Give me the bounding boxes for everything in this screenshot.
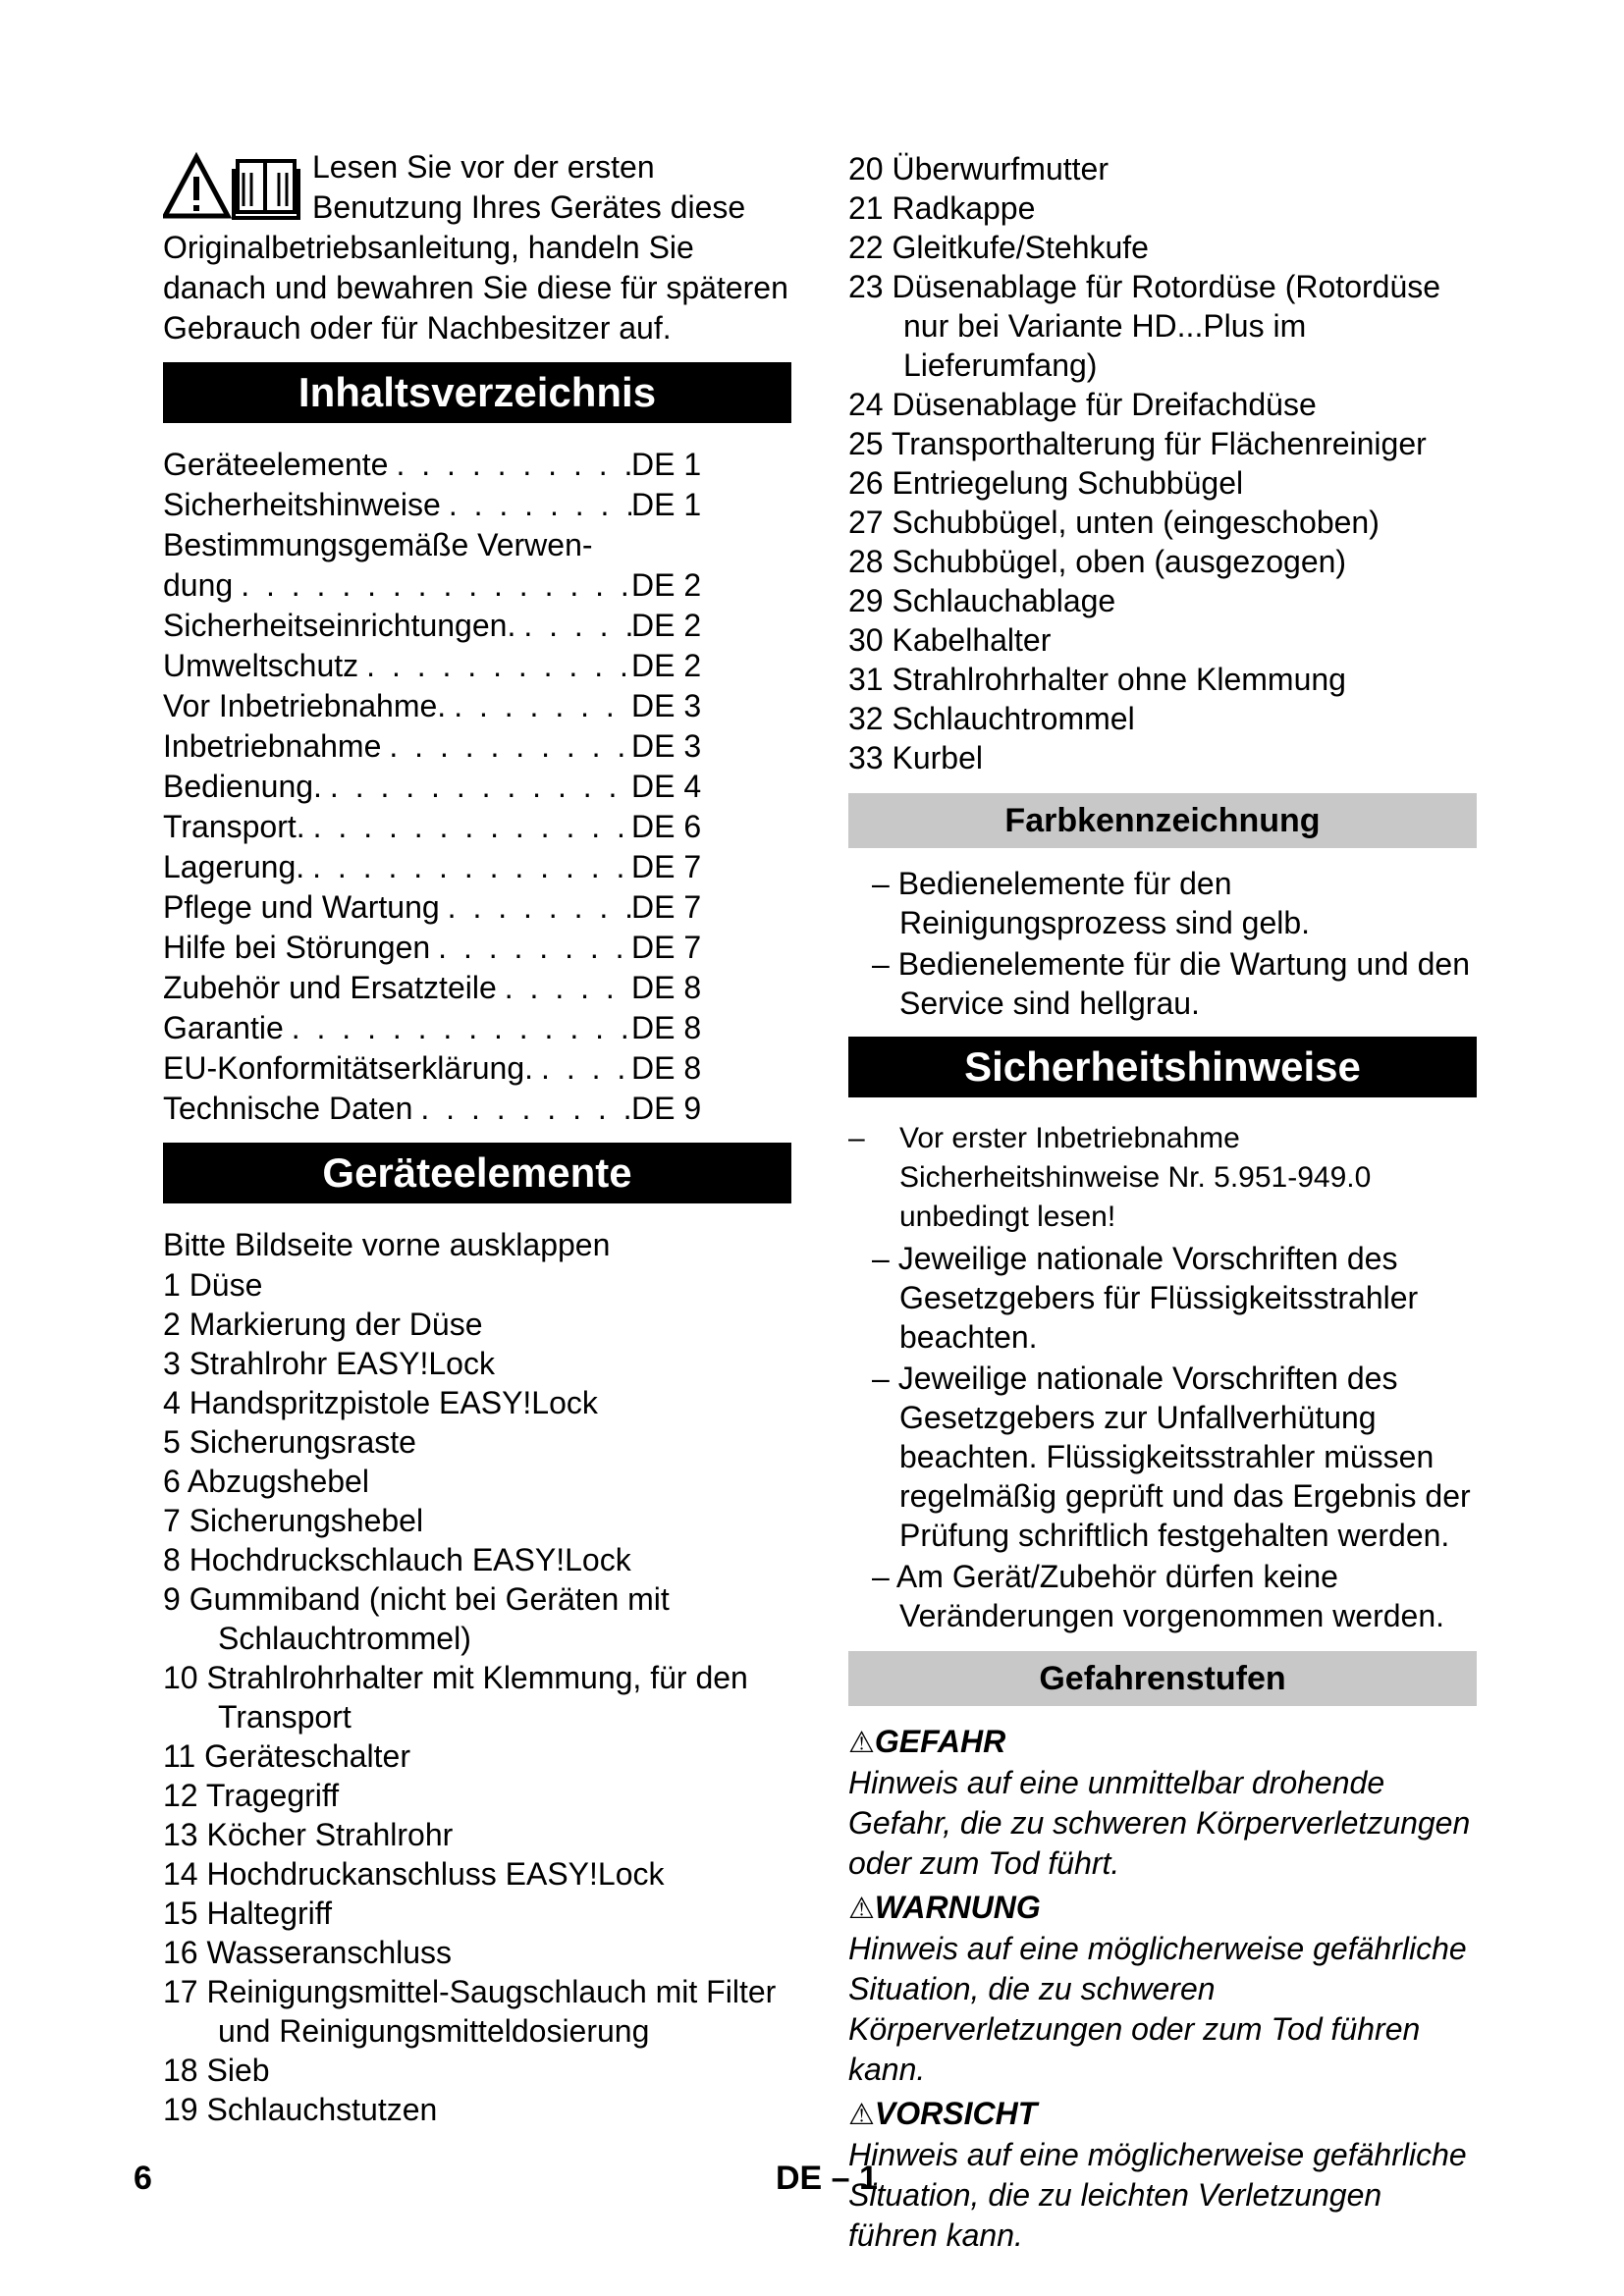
color-coding-list <box>848 864 1477 1023</box>
item-number: 23 <box>848 269 884 304</box>
item-number: 33 <box>848 740 884 775</box>
list-item <box>163 1972 791 2051</box>
toc-entry-page: DE 1 <box>631 447 702 482</box>
toc-entry[interactable] <box>163 646 708 686</box>
hazard-label-warning <box>848 1888 1477 1929</box>
toc-entry-title: Sicherheitshinweise <box>163 487 441 522</box>
item-text: Sieb <box>206 2053 270 2088</box>
item-text: Bedienelemente für die Wartung und den Service sind hellgrau. <box>897 946 1470 1021</box>
list-item <box>848 188 1477 228</box>
item-number: 7 <box>163 1503 181 1538</box>
toc-entry-page: DE 2 <box>631 567 702 603</box>
item-text: Jeweilige nationale Vorschriften des Gesetzgebers für Flüssigkeitsstrahler beachten. <box>897 1241 1419 1355</box>
item-number: 27 <box>848 505 884 540</box>
toc-dot-leader <box>304 847 631 887</box>
item-text: Düsenablage für Dreifachdüse <box>892 387 1317 422</box>
right-column <box>848 149 1477 2256</box>
elements-intro: Bitte Bildseite vorne ausklappen <box>163 1227 611 1262</box>
toc-entry-page: DE 7 <box>631 849 702 884</box>
manual-book-icon <box>234 161 298 218</box>
hazard-label-caution <box>848 2094 1477 2135</box>
list-item <box>163 1933 791 1972</box>
toc-entry-title: EU-Konformitätserklärung. <box>163 1050 534 1086</box>
toc-entry[interactable] <box>163 847 708 887</box>
list-item <box>163 1540 791 1579</box>
toc-dot-leader <box>412 1089 631 1129</box>
hazard-levels <box>848 1722 1477 2256</box>
toc-entry[interactable] <box>163 767 708 807</box>
table-of-contents <box>163 445 791 1129</box>
item-text: Bedienelemente für den Reinigungsprozess sind gelb. <box>897 866 1311 940</box>
warning-triangle-icon: ⚠ <box>848 1893 875 1925</box>
toc-entry-page: DE 8 <box>631 1050 702 1086</box>
toc-entry-page: DE 1 <box>631 487 702 522</box>
item-number: 15 <box>163 1896 198 1931</box>
item-text: Haltegriff <box>206 1896 332 1931</box>
toc-entry[interactable] <box>163 1008 708 1048</box>
item-number: 30 <box>848 622 884 658</box>
toc-dot-leader <box>233 565 631 606</box>
section-page-code: DE – 1 <box>776 2160 878 2197</box>
list-item: – Jeweilige nationale Vorschriften des Gesetzgebers für Flüssigkeitsstrahler beachten. <box>872 1241 1419 1355</box>
list-item <box>163 1854 791 1894</box>
toc-entry-page: DE 6 <box>631 809 702 844</box>
list-item <box>163 1305 791 1344</box>
toc-entry-page: DE 2 <box>631 648 702 683</box>
item-number: 1 <box>163 1267 181 1303</box>
item-number: 28 <box>848 544 884 579</box>
item-text: Gummiband (nicht bei Geräten mit Schlauchtrommel) <box>189 1581 670 1656</box>
toc-entry-page: DE 3 <box>631 728 702 764</box>
toc-entry-title: Zubehör und Ersatzteile <box>163 970 497 1005</box>
item-number: 24 <box>848 387 884 422</box>
item-text: Gleitkufe/Stehkufe <box>892 230 1149 265</box>
toc-entry-title: Umweltschutz <box>163 648 359 683</box>
list-item <box>163 1776 791 1815</box>
intro-note <box>163 147 791 348</box>
item-number: 22 <box>848 230 884 265</box>
toc-dot-leader <box>440 887 631 928</box>
list-item <box>163 1736 791 1776</box>
item-number: 29 <box>848 583 884 618</box>
item-text: Hochdruckanschluss EASY!Lock <box>206 1856 665 1892</box>
item-number: 16 <box>163 1935 198 1970</box>
item-text: Wasseranschluss <box>206 1935 453 1970</box>
toc-entry[interactable] <box>163 445 708 485</box>
hazard-label-text: WARNUNG <box>874 1890 1041 1925</box>
item-number: 32 <box>848 701 884 736</box>
item-text: Vor erster Inbetriebnahme Sicherheitshinweise Nr. 5.951-949.0 unbedingt lesen! <box>899 1122 1372 1233</box>
item-text: Markierung der Düse <box>189 1307 483 1342</box>
item-number: 25 <box>848 426 884 461</box>
hazard-description: Hinweis auf eine unmittelbar drohende Gefahr, die zu schweren Körperverletzungen oder zum Tod führt. <box>848 1765 1471 1881</box>
toc-entry-title: Lagerung. <box>163 849 305 884</box>
toc-dot-leader <box>322 767 631 807</box>
toc-heading: Inhaltsverzeichnis <box>163 362 791 423</box>
list-item: – Bedienelemente für die Wartung und den Service sind hellgrau. <box>872 946 1470 1021</box>
list-item <box>848 503 1477 542</box>
safety-heading: Sicherheitshinweise <box>848 1037 1477 1097</box>
color-coding-heading: Farbkennzeichnung <box>848 793 1477 848</box>
toc-entry-page: DE 3 <box>631 688 702 723</box>
item-text: Kurbel <box>892 740 983 775</box>
item-text: Überwurfmutter <box>892 151 1109 187</box>
toc-entry[interactable] <box>163 807 708 847</box>
toc-entry[interactable] <box>163 686 708 726</box>
toc-entry-page: DE 9 <box>631 1091 702 1126</box>
toc-entry-page: DE 2 <box>631 608 702 643</box>
item-text: Düsenablage für Rotordüse (Rotordüse nur bei Variante HD...Plus im Lieferumfang) <box>892 269 1441 383</box>
toc-entry-page: DE 7 <box>631 889 702 925</box>
toc-dot-leader <box>284 1008 631 1048</box>
item-text: Sicherungsraste <box>189 1424 416 1460</box>
elements-list-left <box>163 1265 791 2129</box>
item-number: 19 <box>163 2092 198 2127</box>
toc-dot-leader <box>446 686 631 726</box>
toc-entry-page: DE 8 <box>631 970 702 1005</box>
hazard-description: Hinweis auf eine möglicherweise gefährliche Situation, die zu schweren Körperverletzungen oder zum Tod führen kann. <box>848 1931 1467 2087</box>
item-number: 6 <box>163 1464 181 1499</box>
toc-entry-title: Technische Daten <box>163 1091 413 1126</box>
toc-entry-page: DE 7 <box>631 930 702 965</box>
item-text: Abzugshebel <box>187 1464 369 1499</box>
list-item <box>163 1383 791 1422</box>
item-text: Transporthalterung für Flächenreiniger <box>891 426 1427 461</box>
toc-dot-leader <box>515 606 631 646</box>
item-number: 9 <box>163 1581 181 1617</box>
toc-dot-leader <box>497 968 631 1008</box>
toc-entry-page: DE 8 <box>631 1010 702 1045</box>
warning-triangle-icon: ⚠ <box>848 2099 875 2131</box>
toc-dot-leader <box>430 928 631 968</box>
item-number: 26 <box>848 465 884 501</box>
intro-text: Lesen Sie vor der ersten Benutzung Ihres Gerätes diese Originalbetriebsanleitung, handeln Sie danach und bewahren Sie diese für späteren Gebrauch oder für Nachbesitzer auf. <box>163 149 788 346</box>
list-item: – Bedienelemente für den Reinigungsprozess sind gelb. <box>872 866 1311 940</box>
list-item <box>848 542 1477 581</box>
item-text: Strahlrohr EASY!Lock <box>189 1346 495 1381</box>
list-item <box>848 385 1477 424</box>
item-text: Köcher Strahlrohr <box>206 1817 454 1852</box>
list-item <box>848 699 1477 738</box>
hazard-description: Hinweis auf eine möglicherweise gefährliche Situation, die zu leichten Verletzungen führen kann. <box>848 2137 1467 2253</box>
list-item <box>163 1422 791 1462</box>
list-item <box>848 463 1477 503</box>
toc-entry[interactable] <box>163 525 791 606</box>
item-text: Hochdruckschlauch EASY!Lock <box>189 1542 631 1577</box>
list-item <box>163 1579 791 1658</box>
toc-entry-title: Transport. <box>163 809 305 844</box>
toc-entry[interactable] <box>163 928 708 968</box>
item-number: 2 <box>163 1307 181 1342</box>
toc-dot-leader <box>441 485 631 525</box>
list-item <box>163 1265 791 1305</box>
item-number: 14 <box>163 1856 198 1892</box>
item-text: Schlauchablage <box>892 583 1116 618</box>
toc-dot-leader <box>381 726 631 767</box>
item-number: 8 <box>163 1542 181 1577</box>
item-text: Jeweilige nationale Vorschriften des Gesetzgebers zur Unfallverhütung beachten. Flüssigkeitsstrahler müssen regelmäßig geprüft und das Ergebnis der Prüfung schriftlich festgehalten werden. <box>897 1361 1471 1553</box>
item-text: Entriegelung Schubbügel <box>892 465 1244 501</box>
list-item <box>848 424 1477 463</box>
toc-entry-title: Sicherheitseinrichtungen. <box>163 608 516 643</box>
item-text: Radkappe <box>892 190 1036 226</box>
toc-entry-title: Bedienung. <box>163 769 322 804</box>
list-item <box>163 1344 791 1383</box>
item-number: 21 <box>848 190 884 226</box>
list-item: – Vor erster Inbetriebnahme Sicherheitshinweise Nr. 5.951-949.0 unbedingt lesen! <box>848 1122 1372 1233</box>
toc-entry[interactable] <box>163 606 708 646</box>
toc-entry-title: Inbetriebnahme <box>163 728 382 764</box>
toc-dot-leader <box>305 807 631 847</box>
item-number: 10 <box>163 1660 198 1695</box>
item-text: Tragegriff <box>205 1778 340 1813</box>
item-number: 31 <box>848 662 884 697</box>
hazard-levels-heading: Gefahrenstufen <box>848 1651 1477 1706</box>
item-number: 5 <box>163 1424 181 1460</box>
list-item: – Am Gerät/Zubehör dürfen keine Veränderungen vorgenommen werden. <box>872 1559 1445 1633</box>
toc-entry-title-line2: dung <box>163 567 234 603</box>
list-item <box>163 1501 791 1540</box>
item-number: 11 <box>163 1738 196 1774</box>
list-item <box>848 267 1477 385</box>
item-number: 20 <box>848 151 884 187</box>
hazard-label-text: GEFAHR <box>874 1724 1006 1759</box>
toc-entry[interactable] <box>163 968 708 1008</box>
intro-icons <box>163 151 302 222</box>
toc-dot-leader <box>533 1048 631 1089</box>
list-item <box>163 2051 791 2090</box>
item-text: Düse <box>189 1267 263 1303</box>
list-item <box>163 2090 791 2129</box>
toc-entry-title: Geräteelemente <box>163 447 389 482</box>
elements-heading: Geräteelemente <box>163 1143 791 1203</box>
list-item <box>163 1658 791 1736</box>
warning-triangle-icon: ⚠ <box>848 1727 875 1759</box>
list-item <box>163 1815 791 1854</box>
warning-triangle-icon <box>165 157 228 216</box>
toc-entry[interactable] <box>163 726 708 767</box>
list-item <box>163 1894 791 1933</box>
item-text: Schlauchtrommel <box>892 701 1135 736</box>
elements-list-right <box>848 149 1477 777</box>
toc-entry-title: Hilfe bei Störungen <box>163 930 431 965</box>
item-text: Schlauchstutzen <box>206 2092 438 2127</box>
item-number: 4 <box>163 1385 181 1420</box>
hazard-label-danger <box>848 1722 1477 1763</box>
list-item <box>848 581 1477 620</box>
toc-entry-title: Garantie <box>163 1010 284 1045</box>
toc-entry-page: DE 4 <box>631 769 702 804</box>
toc-entry-title-line1: Bestimmungsgemäße Verwen- <box>163 527 593 562</box>
toc-entry[interactable] <box>163 1048 708 1089</box>
toc-dot-leader <box>358 646 631 686</box>
item-number: 13 <box>163 1817 198 1852</box>
toc-dot-leader <box>388 445 631 485</box>
item-text: Handspritzpistole EASY!Lock <box>189 1385 598 1420</box>
item-number: 17 <box>163 1974 198 2009</box>
list-item <box>848 738 1477 777</box>
item-text: Strahlrohrhalter mit Klemmung, für den Transport <box>206 1660 748 1735</box>
item-text: Sicherungshebel <box>189 1503 424 1538</box>
list-item <box>848 660 1477 699</box>
item-text: Schubbügel, unten (eingeschoben) <box>892 505 1380 540</box>
toc-entry[interactable] <box>163 887 708 928</box>
item-text: Am Gerät/Zubehör dürfen keine Veränderungen vorgenommen werden. <box>895 1559 1445 1633</box>
item-text: Geräteschalter <box>204 1738 410 1774</box>
item-number: 12 <box>163 1778 198 1813</box>
toc-entry[interactable] <box>163 1089 708 1129</box>
left-column <box>163 147 791 2129</box>
list-item <box>848 620 1477 660</box>
toc-entry-title: Pflege und Wartung <box>163 889 440 925</box>
page-number: 6 <box>134 2160 152 2197</box>
list-item: – Jeweilige nationale Vorschriften des Gesetzgebers zur Unfallverhütung beachten. Flüssigkeitsstrahler müssen regelmäßig geprüft und das Ergebnis der Prüfung schriftlich festgehalten werden. <box>872 1361 1471 1553</box>
item-text: Schubbügel, oben (ausgezogen) <box>892 544 1347 579</box>
list-item <box>848 228 1477 267</box>
hazard-label-text: VORSICHT <box>874 2096 1038 2131</box>
list-item <box>163 1462 791 1501</box>
toc-entry-title: Vor Inbetriebnahme. <box>163 688 447 723</box>
item-text: Strahlrohrhalter ohne Klemmung <box>892 662 1346 697</box>
item-number: 18 <box>163 2053 198 2088</box>
toc-entry[interactable] <box>163 485 708 525</box>
list-item <box>848 149 1477 188</box>
item-text: Kabelhalter <box>892 622 1052 658</box>
item-text: Reinigungsmittel-Saugschlauch mit Filter und Reinigungsmitteldosierung <box>206 1974 777 2049</box>
item-number: 3 <box>163 1346 181 1381</box>
safety-list <box>848 1119 1477 1635</box>
